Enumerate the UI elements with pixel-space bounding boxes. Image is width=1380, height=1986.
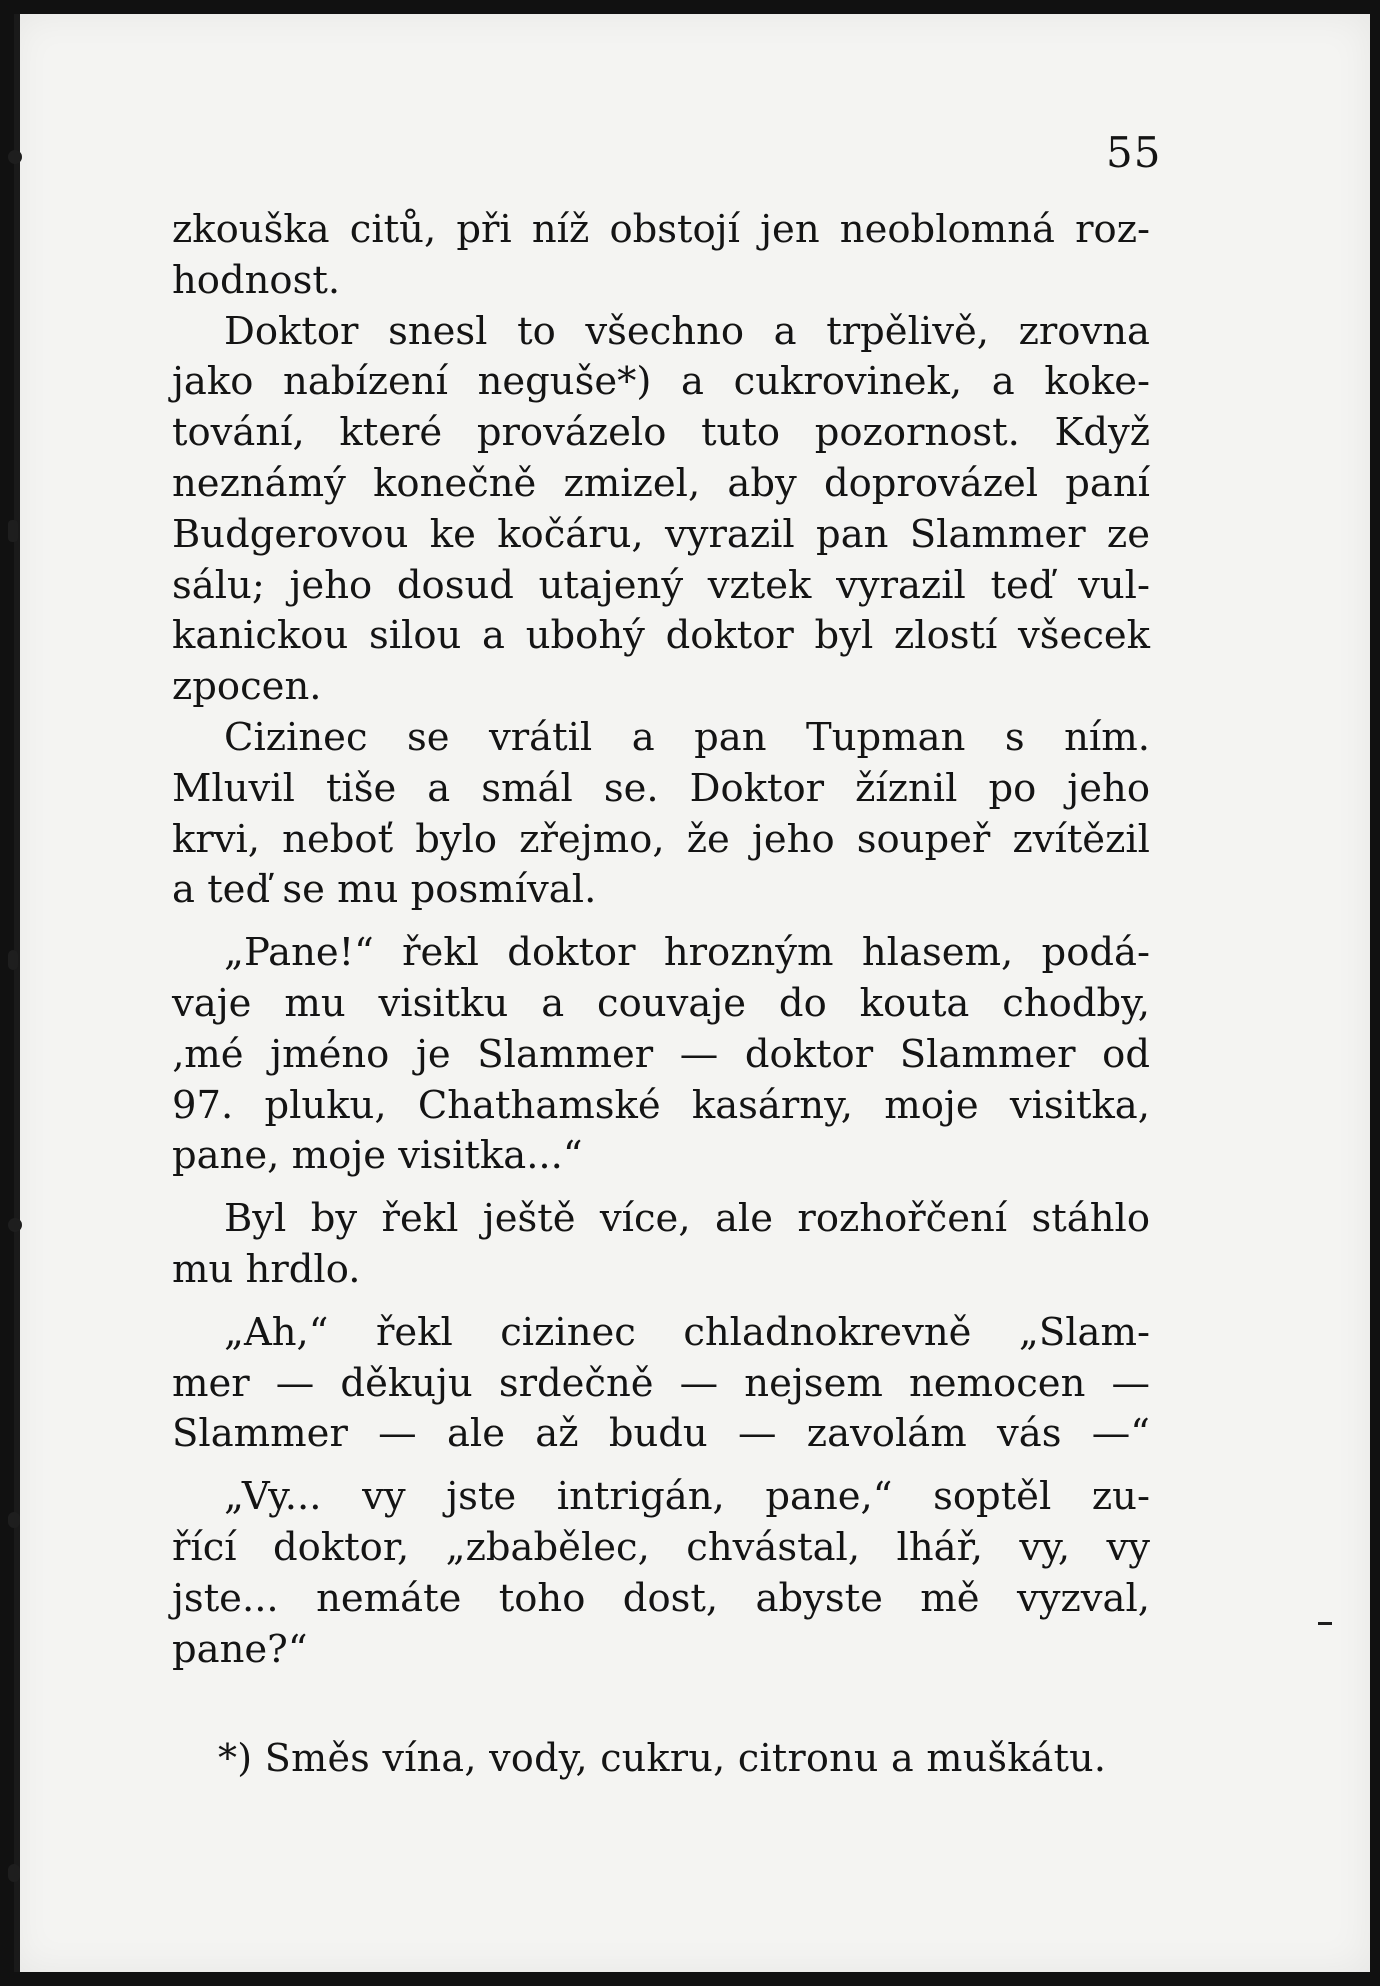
paragraph: [172, 1194, 1150, 1296]
text-line: ‚mé jméno je Slammer — doktor Slammer od: [172, 1031, 1150, 1077]
paragraph: [172, 928, 1150, 1182]
page-number: 55: [1106, 128, 1162, 177]
margin-mark: [8, 150, 22, 164]
text-line: sálu; jeho dosud utajený vztek vyrazil teď vul-: [172, 562, 1150, 608]
text-line: zpocen.: [172, 664, 322, 710]
text-line: vaje mu visitku a couvaje do kouta chodby,: [172, 980, 1150, 1026]
paragraph: [172, 205, 1150, 307]
text-line: Slammer — ale až budu — zavolám vás —“: [172, 1411, 1150, 1457]
text-line: „Ah,“ řekl cizinec chladnokrevně „Slam-: [224, 1309, 1150, 1355]
text-line: krvi, neboť bylo zřejmo, že jeho soupeř zvítězil: [172, 816, 1150, 862]
paragraph: [172, 1308, 1150, 1460]
text-line: řící doktor, „zbabělec, chvástal, lhář, vy, vy: [172, 1524, 1150, 1570]
text-line: zkouška citů, při níž obstojí jen neoblomná roz-: [172, 207, 1150, 252]
text-line: mu hrdlo.: [172, 1246, 361, 1292]
paragraph: [172, 713, 1150, 916]
text-line: mer — děkuju srdečně — nejsem nemocen —: [172, 1360, 1150, 1406]
margin-mark: [1318, 1622, 1332, 1625]
binding-edge: [14, 14, 20, 1972]
text-line: 97. pluku, Chathamské kasárny, moje visitka,: [172, 1082, 1150, 1128]
text-line: neznámý konečně zmizel, aby doprovázel paní: [172, 460, 1150, 506]
footnote: *) Směs vína, vody, cukru, citronu a muškátu.: [218, 1736, 1107, 1780]
text-line: kanickou silou a ubohý doktor byl zlostí všecek: [172, 613, 1150, 659]
page-body: [172, 205, 1150, 1675]
text-line: „Vy... vy jste intrigán, pane,“ soptěl zu-: [224, 1474, 1150, 1520]
text-line: Byl by řekl ještě více, ale rozhořčení stáhlo: [224, 1196, 1150, 1242]
text-line: Cizinec se vrátil a pan Tupman s ním.: [224, 714, 1150, 760]
paragraph: [172, 307, 1150, 713]
text-line: „Pane!“ řekl doktor hrozným hlasem, podá-: [224, 930, 1150, 976]
text-line: Mluvil tiše a smál se. Doktor žíznil po jeho: [172, 765, 1150, 811]
paragraph: [172, 1472, 1150, 1675]
text-line: jako nabízení neguše*) a cukrovinek, a koke-: [172, 359, 1150, 405]
margin-mark: [8, 1512, 20, 1528]
margin-mark: [8, 520, 18, 542]
text-line: a teď se mu posmíval.: [172, 867, 597, 913]
text-line: jste... nemáte toho dost, abyste mě vyzval,: [172, 1575, 1150, 1621]
text-line: hodnost.: [172, 257, 341, 303]
text-line: tování, které provázelo tuto pozornost. Když: [172, 410, 1150, 456]
margin-mark: [8, 1864, 20, 1882]
margin-mark: [8, 950, 18, 970]
text-line: pane?“: [172, 1626, 308, 1672]
text-line: pane, moje visitka...“: [172, 1133, 583, 1179]
text-line: Doktor snesl to všechno a trpělivě, zrovna: [224, 308, 1150, 354]
text-line: Budgerovou ke kočáru, vyrazil pan Slammer ze: [172, 511, 1150, 557]
margin-mark: [8, 1218, 22, 1232]
